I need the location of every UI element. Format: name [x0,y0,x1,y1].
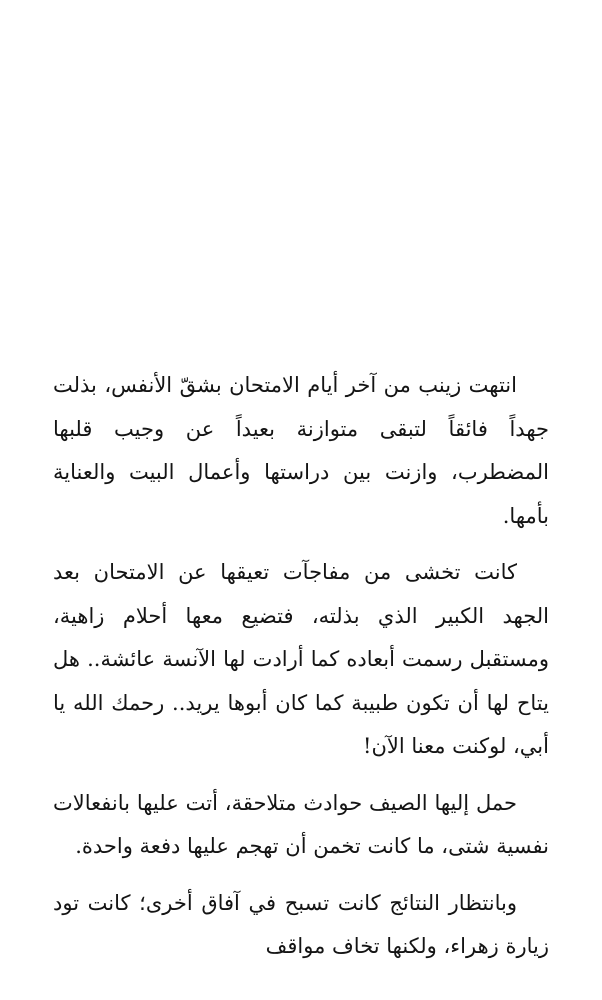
paragraph-1: انتهت زينب من آخر أيام الامتحان بشقّ الأنفس، بذلت جهداً فائقاً لتبقى متوازنة بعيداً عن وجيب قلبها المضطرب، وازنت بين دراستها وأعمال البيت والعناية بأمها. [53,373,549,528]
page-content [53,364,549,982]
paragraph-2: كانت تخشى من مفاجآت تعيقها عن الامتحان بعد الجهد الكبير الذي بذلته، فتضيع معها أحلام زاهية، ومستقبل رسمت أبعاده كما أرادت لها الآنسة عائشة.. هل يتاح لها أن تكون طبيبة كما كان أبوها يريد.. رحمك الله يا أبي، لوكنت معنا الآن! [53,560,549,758]
paragraph-3: حمل إليها الصيف حوادث متلاحقة، أتت عليها بانفعالات نفسية شتى، ما كانت تخمن أن تهجم عليها دفعة واحدة. [53,790,549,858]
paragraph-4: وبانتظار النتائج كانت تسبح في آفاق أخرى؛ كانت تود زيارة زهراء، ولكنها تخاف مواقف [53,890,549,958]
